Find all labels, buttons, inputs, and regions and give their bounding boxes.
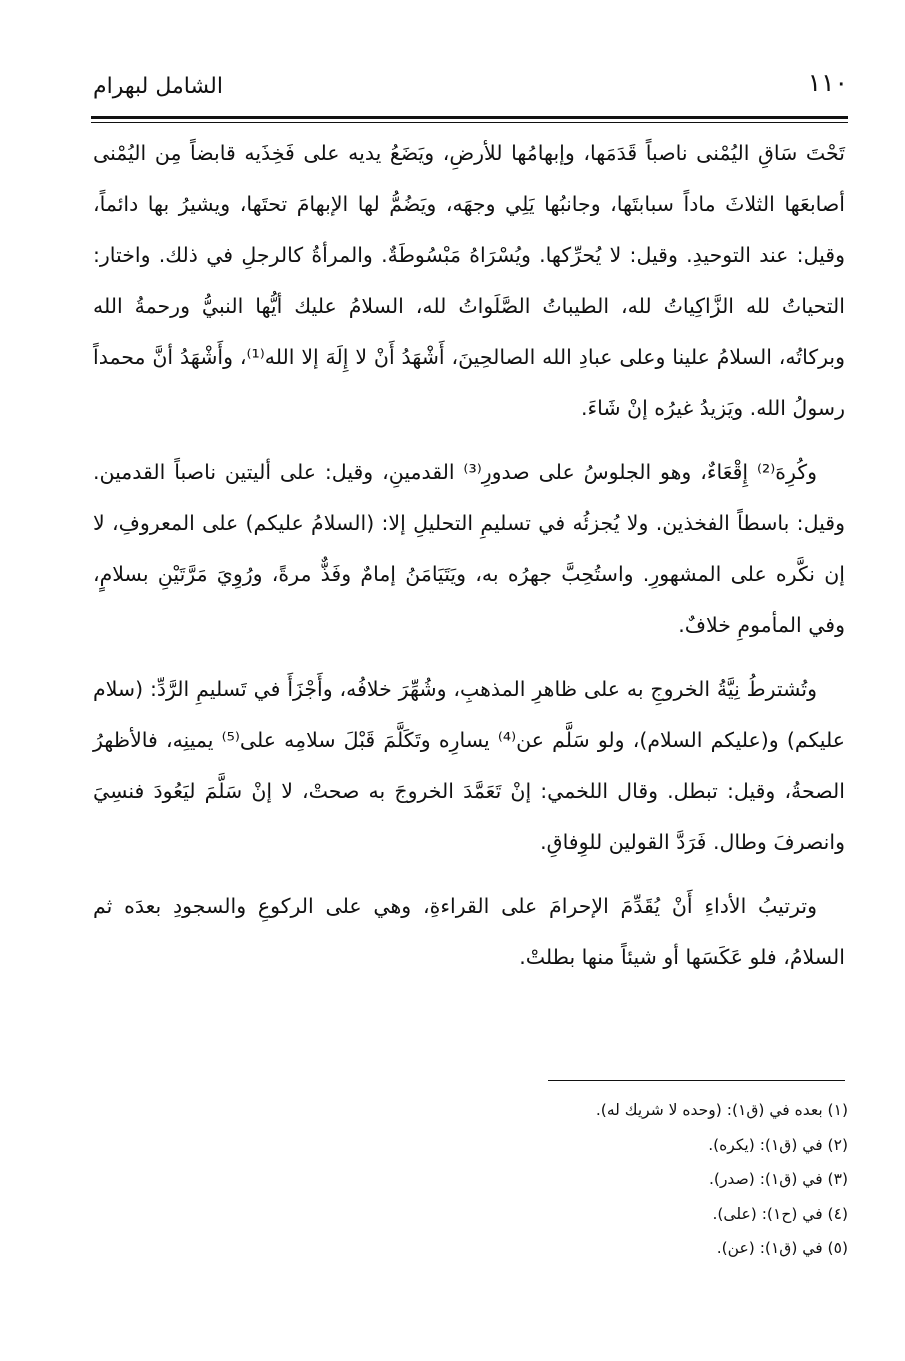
footnote-4: (٤) في (ح١): (على). [712,1204,848,1223]
footnotes [500,1093,848,1266]
footnote-2: (٢) في (ق١): (يكره). [708,1135,848,1154]
paragraph-4: وترتيبُ الأداءِ أَنْ يُقَدِّمَ الإحرامَ على القراءةِ، وهي على الركوعِ والسجودِ بعدَه ثم السلامُ، فلو عَكَسَها أو شيئاً منها بطلتْ. [93,894,845,969]
header-rule-thin [91,122,848,123]
header-rule-thick [91,116,848,119]
page-header [93,66,848,116]
running-title: الشامل لبهرام [93,74,223,99]
footnote-separator [548,1080,845,1081]
page-number: ١١٠ [807,68,848,97]
footnote-5: (٥) في (ق١): (عن). [716,1239,848,1257]
paragraph-2: وكُرِهَ⁽²⁾ إِقْعَاءٌ، وهو الجلوسُ على صدورِ⁽³⁾ القدمينِ، وقيل: على أليتين ناصباً القدمين. وقيل: باسطاً الفخذين. ولا يُجزئُه في تسليمِ التحليلِ إلا: (السلامُ عليكم) على المعروفِ، لا إن نكَّره على المشهورِ. واستُحِبَّ جهرُه به، ويَتَيَامَنُ إمامٌ وفَذٌّ مرةً، ورُوِيَ مَرَّتَيْنِ بسلامٍ، وفي المأمومِ خلافٌ. [93,460,845,637]
paragraph-3: وتُشترطُ نِيَّةُ الخروجِ به على ظاهرِ المذهبِ، وشُهِّرَ خلافُه، وأَجْزَأَ في تَسليمِ الرَّدِّ: (سلام عليكم) و(عليكم السلام)، ولو سَلَّم عن⁽⁴⁾ يسارِه وتَكَلَّمَ قَبْلَ سلامِه على⁽⁵⁾ يمينِه، فالأظهرُ الصحةُ، وقيل: تبطل. وقال اللخمي: إنْ تَعَمَّدَ الخروجَ به صحتْ، لا إنْ سَلَّمَ ليَعُودَ فنسِيَ وانصرفَ وطال. فَرَدَّ القولين للوِفاقِ. [93,677,845,854]
paragraph-1: تَحْتَ سَاقِ اليُمْنى ناصباً قَدَمَها، وإبهامُها للأرضِ، ويَضَعُ يديه على فَخِذَيه قابضاً مِن اليُمْنى أصابعَها الثلاثَ ماداً سبابتَها، وجانبُها يَلِي وجهَه، ويَضُمُّ لها الإبهامَ تحتَها، ويشيرُ بها دائماً، وقيل: عند التوحيدِ. وقيل: لا يُحرِّكها. ويُسْرَاهُ مَبْسُوطَةٌ. والمرأةُ كالرجلِ في ذلك. واختار: التحياتُ لله الزَّاكِياتُ لله، الطيباتُ الصَّلَواتُ لله، السلامُ عليك أيُّها النبيُّ ورحمةُ الله وبركاتُه، السلامُ علينا وعلى عبادِ الله الصالحِينَ، أَشْهَدُ أَنْ لا إِلَهَ إلا الله⁽¹⁾، وأَشْهَدُ أنَّ محمداً رسولُ الله. ويَزيدُ غيرُه إنْ شَاءَ. [93,141,845,420]
footnote-3: (٣) في (ق١): (صدر). [708,1170,848,1188]
main-text [93,128,845,983]
footnote-1: (١) بعده في (ق١): (وحده لا شريك له). [595,1101,848,1119]
